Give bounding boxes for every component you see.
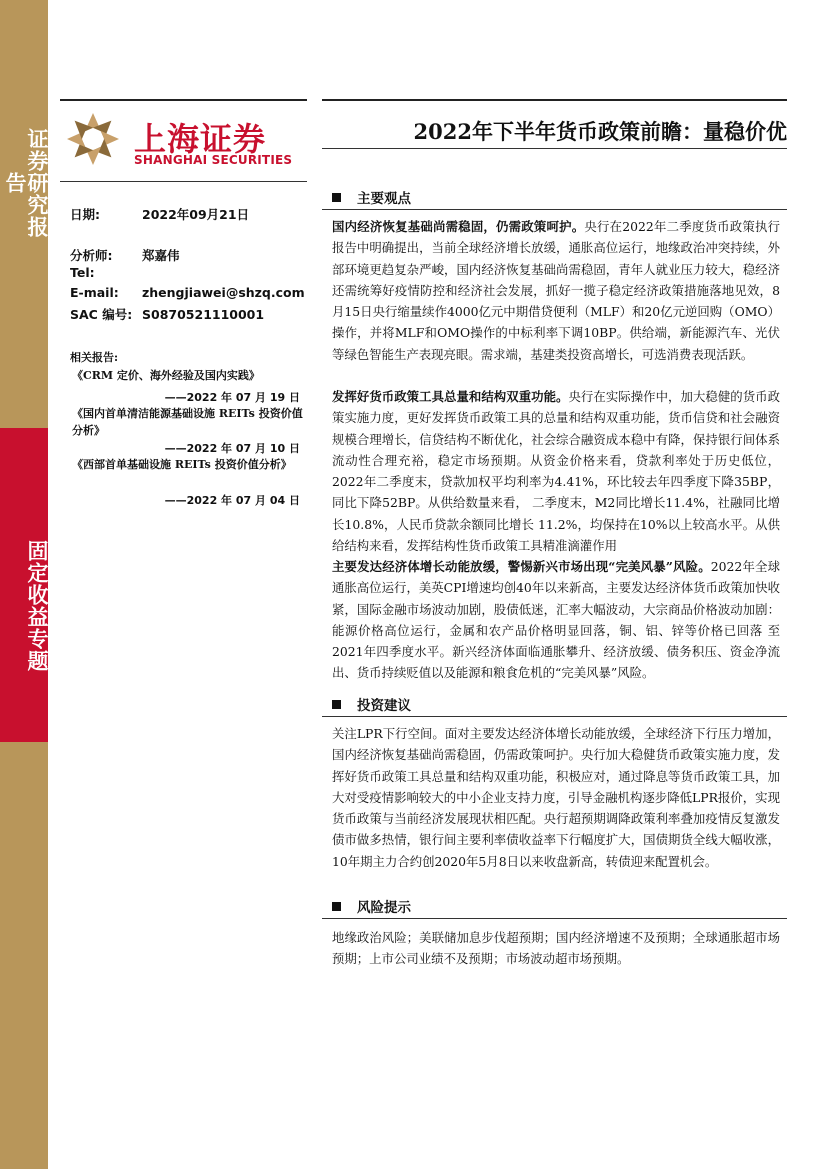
related-reports-title: 相关报告: [70,351,119,364]
email-value[interactable]: zhengjiawei@shzq.com [142,285,305,300]
related-report-1[interactable]: 《CRM 定价、海外经验及国内实践》 [72,369,260,382]
related-report-2[interactable]: 《国内首单清洁能源基础设施 REITs 投资价值分析》 [72,407,303,437]
title-rule [322,148,787,149]
header-rule-right [322,99,787,101]
meta-email [70,285,305,300]
section-rule [322,209,787,210]
paragraph-invest: 关注LPR下行空间。面对主要发达经济体增长动能放缓，全球经济下行压力增加，国内经济恢复基础尚需稳固，仍需政策呵护。央行加大稳健货币政策实施力度，发挥好货币政策工具总量和结构双重功能，积极应对，通过降息等货币政策工具，加大对受疫情影响较大的中小企业支持力度，引导金融机构逐步降低LPR报价，实现货币政策与当前经济发展现状相匹配。央行超预期调降政策利率叠加疫情反复激发债市做多热情，银行间主要利率债收益率下行幅度扩大，国债期货全线大幅收涨，10年期主力合约创2020年5月8日以来收盘新高，转债迎来配置机会。 [332,726,780,869]
bullet-square-icon [332,193,341,202]
meta-analyst [70,246,180,264]
bullet-square-icon [332,700,341,709]
related-report-3-date: ——2022 年 07 月 04 日 [164,494,300,507]
related-report-1-date: ——2022 年 07 月 19 日 [164,391,300,404]
meta-date [70,205,249,223]
related-report-3[interactable]: 《西部首单基础设施 REITs 投资价值分析》 [72,458,292,471]
meta-sac [70,305,264,323]
section-heading-main-view [332,187,411,207]
paragraph-global-risk-lead: 主要发达经济体增长动能放缓，警惕新兴市场出现“完美风暴”风险。 [332,559,711,574]
section-heading-text: 主要观点 [357,191,411,207]
company-logo-icon [66,112,120,166]
section-heading-risk [332,896,411,916]
paragraph-global-risk-body: 2022年全球通胀高位运行，美英CPI增速均创40年以来新高，主要发达经济体货币政策加快收紧，国际金融市场波动加剧，股债低迷，汇率大幅波动，大宗商品价格波动加剧：能源价格高位运行，金属和农产品价格明显回落，铜、铝、锌等价格已回落 至2021年四季度水平。新兴经济体面临通胀攀升、经济放缓、债务积压、资金净流出、货币持续贬值以及能源和粮食危机的“完美风暴”风险。 [332,559,780,681]
tel-label: Tel: [70,265,95,280]
paragraph-economy [332,216,780,365]
section-rule [322,918,787,919]
sac-value: S0870521110001 [142,307,265,322]
bullet-square-icon [332,902,341,911]
date-value: 2022年09月21日 [142,207,250,222]
section-rule [322,716,787,717]
sac-label: SAC 编号: [70,307,133,322]
analyst-label: 分析师: [70,248,113,263]
paragraph-economy-body: 央行在2022年二季度货币政策执行报告中明确提出，当前全球经济增长放缓，通胀高位运行，地缘政治冲突持续，外部环境更趋复杂严峻，国内经济恢复基础尚需稳固，青年人就业压力较大，稳经济还需统筹好疫情防控和经济社会发展，抓好一揽子稳定经济政策措施落地见效，8月15日央行缩量续作4000亿元中期借贷便利（MLF）和20亿元逆回购（OMO）操作，并将MLF和OMO操作的中标利率下调10BP。供给端，新能源汽车、光伏等绿色智能生产表现亮眼。需求端，基建类投资高增长，可选消费表现活跃。 [332,219,780,362]
logo-english-name: SHANGHAI SECURITIES [134,153,293,167]
date-label: 日期: [70,207,100,222]
header-rule-left [60,99,307,101]
sidebar-report-category: 固定收益专题 [25,540,49,672]
section-heading-text: 投资建议 [357,698,411,714]
analyst-value: 郑嘉伟 [142,248,180,263]
paragraph-policy-tools [332,386,780,556]
paragraph-policy-tools-lead: 发挥好货币政策工具总量和结构双重功能。 [332,389,569,404]
meta-rule [60,181,307,182]
section-heading-text: 风险提示 [357,900,411,916]
paragraph-policy-tools-body: 央行在实际操作中，加大稳健的货币政策实施力度，更好发挥货币政策工具的总量和结构双重功能，货币信贷和社会融资规模合理增长，信贷结构不断优化，社会综合融资成本稳中有降，保持银行间体系流动性合理充裕，稳定市场预期。从资金价格来看，贷款利率处于历史低位，2022年二季度末，贷款加权平均利率为4.41%，环比较去年四季度下降35BP，同比下降52BP。从供给数量来看， 二季度末，M2同比增长11.4%，社融同比增长10.8%，人民币贷款余额同比增长 11.2%，均保持在10%以上较高水平。从供给结构来看，发挥结构性货币政策工具精准滴灌作用 [332,389,781,554]
logo-chinese-name: 上海证券 [134,120,267,158]
meta-tel [70,265,142,280]
page-title: 2022年下半年货币政策前瞻：量稳价优 [413,119,787,144]
email-label: E-mail: [70,285,119,300]
paragraph-risk: 地缘政治风险；美联储加息步伐超预期；国内经济增速不及预期；全球通胀超市场预期；上市公司业绩不及预期；市场波动超市场预期。 [332,930,780,967]
related-report-2-date: ——2022 年 07 月 10 日 [164,442,300,455]
paragraph-economy-lead: 国内经济恢复基础尚需稳固，仍需政策呵护。 [332,219,585,234]
sidebar-report-type: 证券研究报告 [3,128,49,238]
paragraph-global-risk [332,556,780,684]
section-heading-invest [332,694,411,714]
